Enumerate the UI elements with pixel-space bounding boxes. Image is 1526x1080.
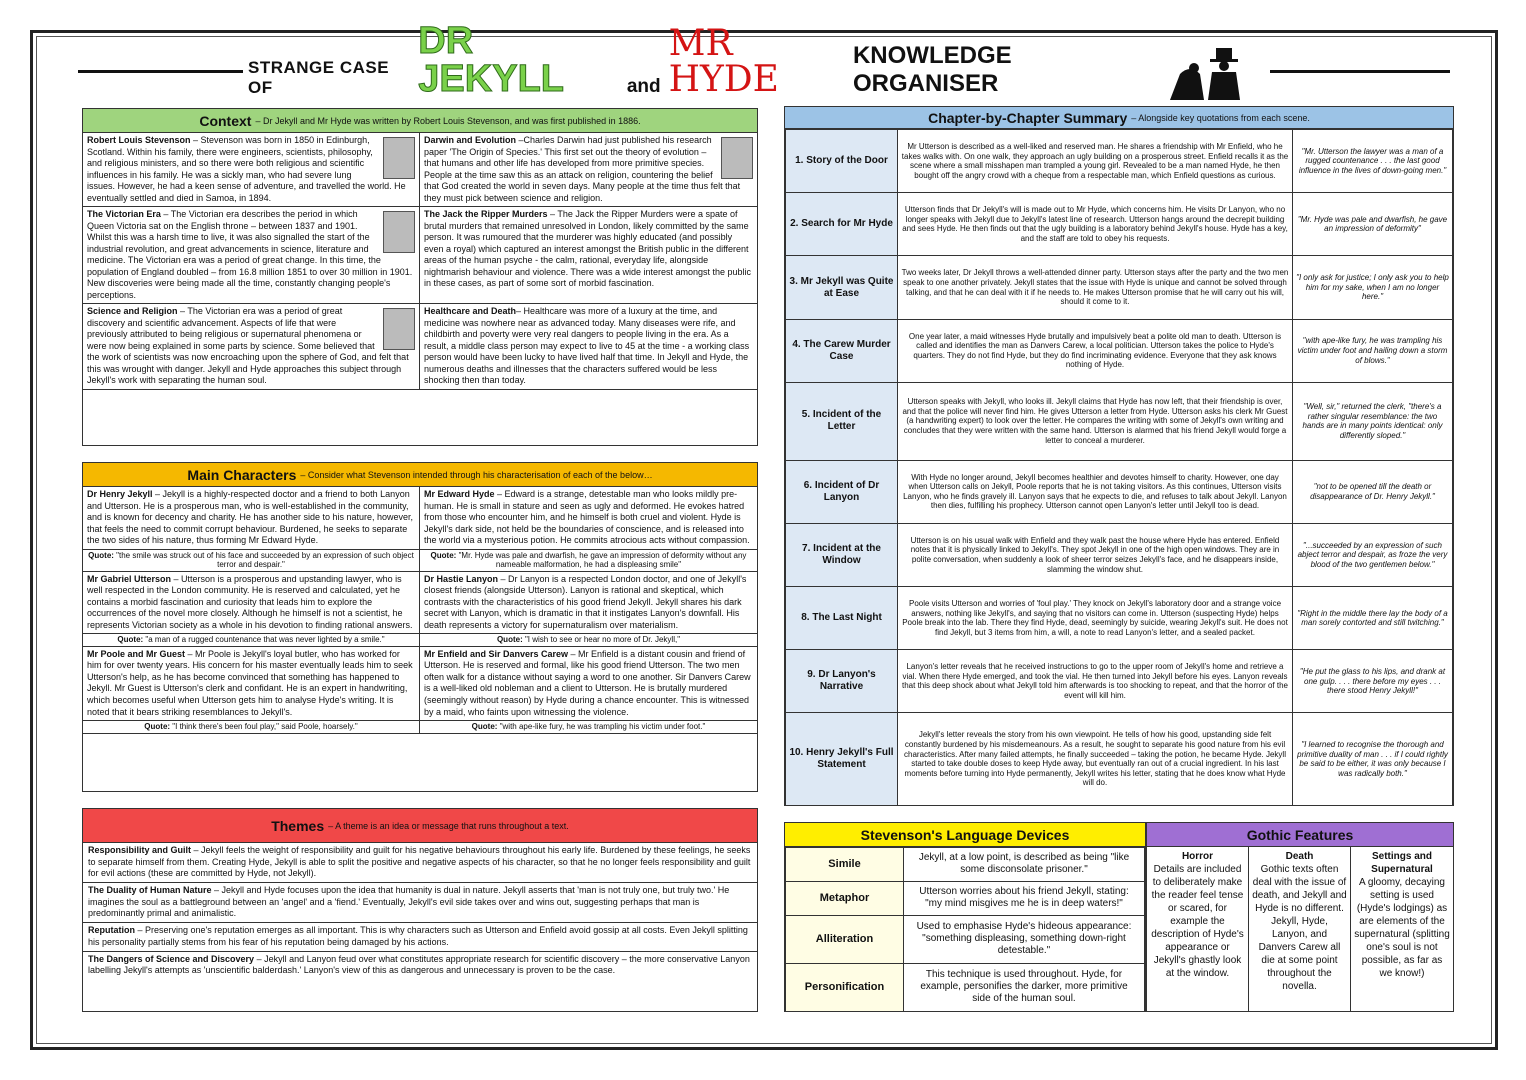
device-name: Simile	[786, 848, 904, 882]
chapter-quote: "I learned to recognise the thorough and primitive duality of man . . . if I could rightly be said to be either, it was only because I was radically both."	[1293, 713, 1453, 806]
character-text: – Utterson is a prosperous and upstanding lawyer, who is well respected in the London community. He is reserved and calculated, yet he contains a morbid fascination and curiosity that leads him to explore the occurrences of the novel more closely. Although he himself is not a scientist, he represents Victorian society as a whole in his devotion to finding rational answers.	[87, 573, 413, 630]
title-rule-left	[78, 70, 243, 73]
chapter-row	[786, 319, 1453, 382]
theme-name: Responsibility and Guilt	[88, 845, 192, 855]
quote-label: Quote:	[430, 550, 457, 560]
context-cell-text: – The Jack the Ripper Murders were a spate of brutal murders that remained unresolved in London, likely committed by the same person. It was rumoured that the murderer was highly educated (and possibly even a royal) which captured an interest amongst the British public in the different areas of the human psyche - the calm, rational, everyday life, alongside nightmarish behaviour and violence. There was a wide interest amongst the public in these cases, as part of some sort of morbid fascination.	[424, 209, 752, 289]
context-cell	[420, 304, 757, 390]
context-cell-heading: The Victorian Era	[87, 209, 161, 220]
theme-text: – Jekyll feels the weight of responsibility and guilt for his negative behaviours throughout his early life. Burdened by these feelings, he seeks to separate himself from them. Creating Hyde, Jekyll is able to split the positive and negative aspects of his character, so that he no longer feels responsibility and guilt for evil actions (these are committed by Hyde, not Jekyll).	[88, 845, 751, 879]
gothic-feature	[1249, 847, 1351, 1012]
portrait-image	[721, 137, 753, 179]
character-quote	[420, 550, 757, 572]
theme-text: – Preserving one's reputation emerges as all important. This is why characters such as Utterson and Enfield avoid gossip at all costs. Even Jekyll splitting his personality partially stems from his fear of his reputation being damaged by his actions.	[88, 925, 748, 947]
context-cell-heading: The Jack the Ripper Murders	[424, 209, 548, 220]
quote-text: "Mr. Hyde was pale and dwarfish, he gave an impression of deformity without any nameable malformation, he had a displeasing smile"	[458, 550, 747, 570]
chapters-header	[785, 107, 1453, 129]
chapter-quote: "Right in the middle there lay the body of a man sorely contorted and still twitching."	[1293, 587, 1453, 650]
chapter-summary: Jekyll's letter reveals the story from his own viewpoint. He tells of how his good, upstanding side felt constantly burdened by his misdemeanours. As a result, he sought to separate his good nature from his evil characteristics. After many failed attempts, he finally succeeded – taking the potion, he became Hyde. Jekyll started to take double doses to keep Hyde away, but eventually ran out of a crucial ingredient. In his last moments before turning into Hyde permanently, Jekyll writes his letter, stating that he does know what Hyde will do.	[898, 713, 1293, 806]
context-cell-heading: Darwin and Evolution	[424, 135, 517, 145]
character-cell	[420, 647, 757, 721]
chapter-summary: Mr Utterson is described as a well-liked and reserved man. He shares a friendship with Mr Enfield, who he takes walks with. On one walk, they approach an ugly building on a prosperous street. Enfield recalls it as the scene where a small misshapen man trampled a young girl. Revealed to be a man named Hyde, he then bought off the angry crowd with a cheque from a respectable man, which Enfield questions as curious.	[898, 130, 1293, 193]
gothic-feature-text: Gothic texts often deal with the issue of death, and Jekyll and Hyde is no different. Jekyll, Hyde, Lanyon, and Danvers Carew all die at some point throughout the novella.	[1252, 864, 1347, 992]
quote-label: Quote:	[471, 722, 498, 732]
character-cell	[420, 572, 757, 635]
quote-text: "the smile was struck out of his face and succeeded by an expression of such object terror and despair."	[116, 550, 414, 570]
device-name: Metaphor	[786, 881, 904, 915]
characters-header	[83, 463, 757, 487]
chapter-row	[786, 130, 1453, 193]
gothic-header	[1147, 823, 1453, 847]
character-quote	[83, 550, 420, 572]
context-cell	[83, 133, 420, 207]
chapter-row	[786, 382, 1453, 460]
quote-label: Quote:	[117, 635, 144, 645]
device-row	[786, 915, 1145, 963]
chapter-row	[786, 713, 1453, 806]
chapter-summary: Utterson finds that Dr Jekyll's will is made out to Mr Hyde, which concerns him. He visits Dr Lanyon, who no longer speaks with Jekyll due to Jekyll's latest line of research. Utterson hangs around the decrepit building and sees Hyde. He then finds out that the ugly building is a laboratory behind Jekyll's house. Hyde has a key, and the staff are told to obey his requests.	[898, 193, 1293, 256]
character-cell	[83, 572, 420, 635]
chapter-title: 2. Search for Mr Hyde	[786, 193, 898, 256]
chapter-quote: "He put the glass to his lips, and drank at one gulp. . . . there before my eyes . . . there stood Henry Jekyll!"	[1293, 650, 1453, 713]
jekyll-hyde-silhouette-icon	[1160, 44, 1250, 102]
context-cell-text: – Stevenson was born in 1850 in Edinburgh, Scotland. Within his family, there were engineers, scientists, philosophy, and religious ministers, and so there were both religious and scientific influences in his family. He was a sickly man, who had severe lung issues. However, he had a keen sense of adventure, and travelled the world. He eventually settled and died in Samoa, in 1894.	[87, 135, 406, 203]
chapter-title: 8. The Last Night	[786, 587, 898, 650]
portrait-image	[383, 211, 415, 253]
character-name: Mr Enfield and Sir Danvers Carew	[424, 648, 569, 659]
character-cell	[83, 647, 420, 721]
theme-item	[83, 883, 757, 923]
device-name: Personification	[786, 963, 904, 1011]
title-part1: STRANGE CASE OF	[248, 58, 390, 97]
theme-item	[83, 843, 757, 883]
chapter-row	[786, 587, 1453, 650]
chapter-row	[786, 256, 1453, 319]
title-part3: and	[626, 76, 661, 97]
chapter-row	[786, 193, 1453, 256]
characters-section	[82, 462, 758, 792]
chapter-summary: Utterson speaks with Jekyll, who looks ill. Jekyll claims that Hyde has now left, that their friendship is over, and that the police will never find him. He gives Utterson a letter from Hyde. Utterson asks his clerk Mr Guest (a handwriting expert) to look over the letter. He compares the writing with some of Jekyll's own writing and concludes that they were written with the same hand. Utterson is alarmed that his friend Jekyll would forge a letter to conceal a murderer.	[898, 382, 1293, 460]
chapter-title: 1. Story of the Door	[786, 130, 898, 193]
context-cell-heading: Science and Religion	[87, 306, 178, 317]
device-example: Used to emphasise Hyde's hideous appearance: "something displeasing, something down-right detestable."	[904, 915, 1145, 963]
gothic-feature	[1147, 847, 1249, 1012]
context-cell-text: – The Victorian era was a period of great discovery and scientific advancement. Aspects of life that were previously attributed to being religious or supernatural phenomena or were now being explained in some parts by science. Some believed that the work of scientists was now encroaching upon the sphere of God, and felt that this was wrought with danger. Jekyll and Hyde approaches this subject through Jekyll's work with separating the human soul.	[87, 306, 409, 386]
chapter-row	[786, 650, 1453, 713]
context-grid	[83, 133, 757, 390]
context-subtitle: – Dr Jekyll and Mr Hyde was written by Robert Louis Stevenson, and was first published in 1886.	[255, 115, 641, 126]
device-row	[786, 848, 1145, 882]
gothic-feature-name: Settings and Supernatural	[1371, 851, 1433, 875]
context-header	[83, 109, 757, 133]
quote-text: "with ape-like fury, he was trampling his victim under foot."	[499, 722, 706, 732]
gothic-feature-text: Details are included to deliberately make the reader feel tense or scared, for example the description of Hyde's appearance or Jekyll's ghastly look at the window.	[1151, 864, 1244, 979]
themes-list	[83, 843, 757, 979]
quote-label: Quote:	[88, 550, 114, 560]
context-cell-text: – The Victorian era describes the period in which Queen Victoria sat on the English throne – between 1837 and 1901. Whilst this was a harsh time to live, it was also signalled the start of the industrial revolution, and great advancements in science, literature and medicine. The Victorian era was a period of great change. In this time, the population of England doubled – from 16.8 million 1851 to over 30 million in 1901. New discoveries were being made all the time, constantly changing people's perceptions.	[87, 209, 413, 300]
quote-text: "a man of a rugged countenance that was never lighted by a smile."	[145, 635, 385, 645]
context-cell-heading: Healthcare and Death	[424, 306, 517, 317]
theme-text: – Jekyll and Hyde focuses upon the idea that humanity is dual in nature. Jekyll asserts that 'man is not truly one, but truly two.' He imagines the soul as a battleground between an 'angel' and a 'fiend.' Eventually, Jekyll's evil side takes over and wins out, suggesting perhaps that man is predominantly primal and animalistic.	[88, 885, 730, 919]
title-part4: MR HYDE	[668, 23, 779, 100]
themes-title: Themes	[271, 817, 325, 834]
chapter-quote: "with ape-like fury, he was trampling his victim under foot and hailing down a storm of blows."	[1293, 319, 1453, 382]
gothic-title: Gothic Features	[1246, 826, 1354, 843]
devices-header	[785, 823, 1145, 847]
character-name: Mr Edward Hyde	[424, 489, 495, 499]
character-quote	[420, 634, 757, 647]
chapter-row	[786, 460, 1453, 523]
character-text: – Mr Poole is Jekyll's loyal butler, who has worked for him for over twenty years. His concern for his master eventually leads him to seek Utterson's help, as he has become convinced that something has happened to Jekyll. Mr Guest is Utterson's clerk and confidant. He is an expert in handwriting, which becomes useful when Utterson gets him to analyse Hyde's writing. It is noted that it bears striking resemblances to Jekyll's.	[87, 648, 413, 717]
chapter-row	[786, 523, 1453, 586]
gothic-feature	[1351, 847, 1453, 1012]
chapter-title: 7. Incident at the Window	[786, 523, 898, 586]
character-name: Mr Gabriel Utterson	[87, 573, 172, 584]
character-quote	[83, 721, 420, 734]
context-cell	[420, 133, 757, 207]
theme-text: – Jekyll and Lanyon feud over what constitutes appropriate research for scientific discovery – the more conservative Lanyon labelling Jekyll's attempts as 'unscientific balderdash.' Lanyon's view of this as dangerous and unnecessary is proven to be the case.	[88, 953, 750, 976]
chapter-quote: "I only ask for justice; I only ask you to help him for my sake, when I am no longer here."	[1293, 256, 1453, 319]
chapter-title: 5. Incident of the Letter	[786, 382, 898, 460]
chapter-summary: Poole visits Utterson and worries of 'foul play.' They knock on Jekyll's laboratory door and a strange voice answers, nothing like Jekyll's, and saying that no visitors can come in. Utterson (suspecting Hyde) helps Poole break into the lab. There they find Hyde, dead, seemingly by suicide, wearing Jekyll's suit. He does not find Jekyll, but 3 items from him, a will, a note to read Lanyon's letter, and a sealed packet.	[898, 587, 1293, 650]
device-name: Alliteration	[786, 915, 904, 963]
chapter-quote: "Mr. Hyde was pale and dwarfish, he gave an impression of deformity"	[1293, 193, 1453, 256]
chapters-section	[784, 106, 1454, 806]
devices-title: Stevenson's Language Devices	[860, 826, 1070, 843]
device-example: This technique is used throughout. Hyde, for example, personifies the darker, more primitive side of the human soul.	[904, 963, 1145, 1011]
character-quote	[420, 721, 757, 734]
character-cell	[420, 487, 757, 550]
title-part2: DR JEKYLL	[418, 20, 564, 100]
quote-label: Quote:	[496, 635, 523, 645]
chapters-table	[785, 129, 1453, 806]
chapter-quote: "not to be opened till the death or disappearance of Dr. Henry Jekyll."	[1293, 460, 1453, 523]
devices-table	[785, 847, 1145, 1012]
quote-text: "I wish to see or hear no more of Dr. Jekyll,"	[524, 635, 681, 645]
chapter-summary: Two weeks later, Dr Jekyll throws a well-attended dinner party. Utterson stays after the party and the two men speak to one another privately. Jekyll states that the issue with Hyde is unique and cannot be solved through talking, and that he can deal with it if he needs to. He makes Utterson promise that he will carry out his will, should it come to it.	[898, 256, 1293, 319]
chapter-summary: With Hyde no longer around, Jekyll becomes healthier and devotes himself to charity. However, one day when Utterson calls on Jekyll, Poole reports that he is not taking visitors. As this continues, Utterson visits Lanyon, who he finds gravely ill. Lanyon says that he expects to die, and refuses to talk about Jekyll. Lanyon then dies, fulfilling his prophecy. Utterson cannot open Lanyon's letter until Jekyll too is dead.	[898, 460, 1293, 523]
character-name: Dr Henry Jekyll	[87, 489, 153, 499]
character-text: – Jekyll is a highly-respected doctor and a friend to both Lanyon and Utterson. He is a prosperous man, who is well-established in the community, and is known for decency and charity. He has another side to his nature, however, that feels the need to commit corrupt behaviour. Burdened, he seeks to separate the two sides of his nature, thus forming Mr Edward Hyde.	[87, 489, 414, 546]
context-cell-heading: Robert Louis Stevenson	[87, 135, 191, 145]
context-cell	[420, 207, 757, 304]
chapter-title: 3. Mr Jekyll was Quite at Ease	[786, 256, 898, 319]
devices-section	[784, 822, 1146, 1012]
gothic-grid	[1147, 847, 1453, 1012]
chapters-subtitle: – Alongside key quotations from each scene.	[1131, 112, 1310, 123]
title-rule-right	[1270, 70, 1450, 73]
gothic-section	[1146, 822, 1454, 1012]
context-cell	[83, 304, 420, 390]
chapter-title: 4. The Carew Murder Case	[786, 319, 898, 382]
device-row	[786, 963, 1145, 1011]
characters-subtitle: – Consider what Stevenson intended through his characterisation of each of the below…	[300, 469, 653, 480]
character-quote	[83, 634, 420, 647]
character-text: – Dr Lanyon is a respected London doctor, and one of Jekyll's closest friends (alongside Utterson). Lanyon is rational and skeptical, which contrasts with the characteristics of his good friend Jekyll. Jekyll shares his dark secret with Lanyon, which is dramatic in that it instigates Lanyon's downfall. His death represents a victory for supernaturalism over materialism.	[424, 573, 747, 630]
context-cell-text: – Healthcare was more of a luxury at the time, and medicine was nowhere near as advanced today. Many diseases were rife, and childbirth and poverty were very real dangers to people living in the era. As a result, a middle class person may expect to live to 45 at the time - a working class person would have been lucky to have lived half that time. In Jekyll and Hyde, the numerous deaths and illnesses that the characters suffered would be less shocking then than today.	[424, 306, 750, 386]
gothic-feature-text: A gloomy, decaying setting is used (Hyde's lodgings) as are elements of the supernatural (splitting one's soul is not possible, as far as we know!)	[1354, 877, 1450, 979]
character-name: Dr Hastie Lanyon	[424, 573, 499, 584]
theme-item	[83, 923, 757, 951]
device-row	[786, 881, 1145, 915]
quote-label: Quote:	[144, 722, 171, 732]
theme-name: Reputation	[88, 925, 135, 936]
chapter-summary: One year later, a maid witnesses Hyde brutally and impulsively beat a polite old man to death. Utterson is called and identifies the man as Danvers Carew, a local politician. Utterson takes the police to Hyde's quarters. They do not find Hyde, but they do find incriminating evidence. Everyone that they ask knows nothing of Hyde.	[898, 319, 1293, 382]
theme-name: The Dangers of Science and Discovery	[88, 953, 255, 964]
context-section	[82, 108, 758, 446]
character-text: – Edward is a strange, detestable man who looks mildly pre-human. He is small in stature and seen as ugly and deformed. He evokes hatred from those who encounter him, and he himself is both cruel and violent. Hyde is Jekyll's dark side, not held be the boundaries of conscience, and is released into the world via a mysterious potion. He commits atrocious acts without compassion.	[424, 489, 750, 546]
character-text: – Mr Enfield is a distant cousin and friend of Utterson. He is reserved and formal, like his good friend Utterson. The two men often walk for a distance without saying a word to one another. Sir Danvers Carew is a well-liked old nobleman and a client to Utterson. He is brutally murdered (seemingly without reason) by Hyde during a chance encounter. This is witnessed by a maid, who faints upon witnessing the violence.	[424, 648, 751, 717]
chapters-title: Chapter-by-Chapter Summary	[928, 109, 1128, 126]
gothic-feature-name: Death	[1285, 851, 1314, 862]
character-cell	[83, 487, 420, 550]
chapter-title: 9. Dr Lanyon's Narrative	[786, 650, 898, 713]
chapter-quote: "Mr. Utterson the lawyer was a man of a rugged countenance . . . the last good influence in the lives of down-going men."	[1293, 130, 1453, 193]
theme-item	[83, 952, 757, 979]
quote-text: "I think there's been foul play," said Poole, hoarsely."	[172, 722, 358, 732]
themes-subtitle: – A theme is an idea or message that runs throughout a text.	[328, 820, 569, 831]
characters-grid	[83, 487, 757, 734]
character-name: Mr Poole and Mr Guest	[87, 648, 186, 659]
portrait-image	[383, 308, 415, 350]
title-part5: KNOWLEDGE ORGANISER	[852, 42, 1012, 97]
page-title	[248, 20, 1148, 100]
portrait-image	[383, 137, 415, 179]
chapter-quote: "...succeeded by an expression of such abject terror and despair, as froze the very blood of the two gentlemen below."	[1293, 523, 1453, 586]
chapter-title: 6. Incident of Dr Lanyon	[786, 460, 898, 523]
chapter-summary: Lanyon's letter reveals that he received instructions to go to the upper room of Jekyll's home and retrieve a vial. When there Hyde emerged, and took the vial. He then turned into Jekyll before his eyes. Lanyon reveals that this deep shock about what Jekyll told him afterwards is too shocking to repeat, and that the horror of the event will kill him.	[898, 650, 1293, 713]
device-example: Jekyll, at a low point, is described as being "like some disconsolate prisoner."	[904, 848, 1145, 882]
themes-header	[83, 809, 757, 843]
chapter-summary: Utterson is on his usual walk with Enfield and they walk past the house where Hyde has entered. Enfield notes that it is physically linked to Jekyll's. They spot Jekyll in one of the high open windows. They are in polite conversation, when suddenly a look of sheer terror seizes Jekyll's face, and he disappears inside, slamming the window shut.	[898, 523, 1293, 586]
theme-name: The Duality of Human Nature	[88, 885, 212, 896]
chapter-title: 10. Henry Jekyll's Full Statement	[786, 713, 898, 806]
context-cell-text: –Charles Darwin had just published his research paper 'The Origin of Species.' This first set out the theory of evolution – that humans and other life has developed from more primitive species. People at the time saw this as an attack on religion, countering the belief that God created the world in seven days. Many people at the time thus felt that they must pick between science and religion.	[424, 135, 741, 203]
device-example: Utterson worries about his friend Jekyll, stating: "my mind misgives me he is in deep waters!"	[904, 881, 1145, 915]
context-cell	[83, 207, 420, 304]
characters-title: Main Characters	[187, 466, 297, 483]
chapter-quote: "Well, sir," returned the clerk, "there's a rather singular resemblance: the two hands are in many points identical: only differently sloped."	[1293, 382, 1453, 460]
context-title: Context	[199, 112, 252, 129]
gothic-feature-name: Horror	[1181, 851, 1214, 862]
themes-section	[82, 808, 758, 1012]
